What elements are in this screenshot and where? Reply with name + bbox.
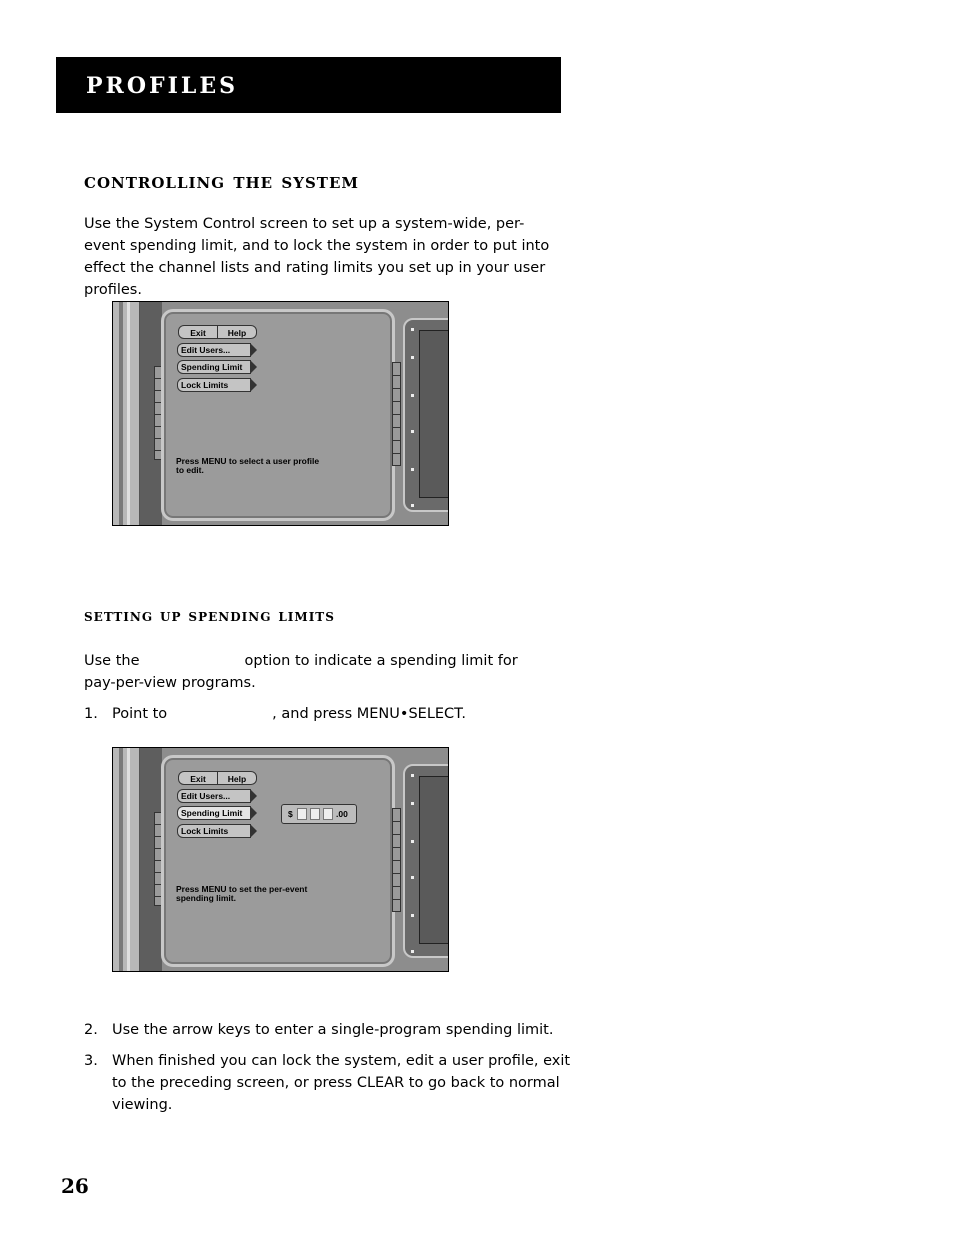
screen-left-frame — [113, 302, 140, 525]
frame-dot — [411, 914, 414, 917]
page-number: 26 — [61, 1174, 89, 1198]
frame-dot — [411, 394, 414, 397]
screen-message-line-2: to edit. — [176, 465, 204, 475]
spending-limit-field[interactable] — [281, 804, 357, 824]
spending-limit-screenshot — [112, 747, 449, 972]
intro-paragraph: Use the System Control screen to set up a system-wide, per-event spending limit, and to lock the system in order to put into effect the channel lists and rating limits you set up in your user profiles. — [84, 216, 550, 298]
menu-item-spending-limit[interactable]: Spending Limit — [177, 806, 251, 820]
spending-para-part-2: option to indicate a spending limit for — [244, 653, 518, 669]
menu-panel — [161, 755, 395, 967]
screen-right-frame — [403, 318, 449, 512]
help-button[interactable]: Help — [217, 325, 257, 339]
menu-item-lock-limits[interactable]: Lock Limits — [177, 824, 251, 838]
frame-dot — [411, 504, 414, 507]
step-2-number: 2. — [84, 1022, 98, 1038]
menu-item-lock-limits[interactable]: Lock Limits — [177, 378, 251, 392]
spending-para-part-1: Use the — [84, 653, 140, 669]
exit-button[interactable]: Exit — [178, 771, 218, 785]
frame-dot — [411, 950, 414, 953]
screen-message — [176, 457, 366, 475]
heading-spending-limits: setting up spending limits — [84, 606, 335, 626]
screen-right-tabs — [392, 362, 401, 466]
spending-paragraph — [84, 650, 564, 694]
digit-box-3[interactable] — [323, 808, 333, 820]
frame-dot — [411, 840, 414, 843]
screen-message-line-2: spending limit. — [176, 893, 236, 903]
menu-panel — [161, 309, 395, 521]
screen-right-window — [419, 330, 449, 498]
frame-dot — [411, 802, 414, 805]
currency-symbol: $ — [288, 809, 293, 819]
screen-right-window — [419, 776, 449, 944]
frame-dot — [411, 430, 414, 433]
page-title: profiles — [86, 65, 239, 101]
frame-dot — [411, 356, 414, 359]
screen-right-frame — [403, 764, 449, 958]
menu-item-edit-users[interactable]: Edit Users... — [177, 343, 251, 357]
step-3-number: 3. — [84, 1053, 98, 1069]
frame-dot — [411, 468, 414, 471]
system-control-screenshot — [112, 301, 449, 526]
spending-para-part-3: pay-per-view programs. — [84, 675, 256, 691]
section-banner — [56, 57, 561, 113]
frame-dot — [411, 774, 414, 777]
help-button[interactable]: Help — [217, 771, 257, 785]
exit-button[interactable]: Exit — [178, 325, 218, 339]
frame-dot — [411, 876, 414, 879]
heading-controlling-system: controlling the system — [84, 168, 360, 193]
step-3-text: When finished you can lock the system, edit a user profile, exit to the preceding screen, or press CLEAR to go back to normal viewing. — [112, 1053, 571, 1113]
menu-item-edit-users[interactable]: Edit Users... — [177, 789, 251, 803]
cents-suffix: .00 — [336, 809, 348, 819]
digit-box-1[interactable] — [297, 808, 307, 820]
step-1-part-1: Point to — [112, 706, 168, 722]
frame-dot — [411, 328, 414, 331]
screen-right-tabs — [392, 808, 401, 912]
step-1-part-2: , and press MENU•SELECT. — [272, 706, 466, 722]
screen-message-line-1: Press MENU to select a user profile — [176, 456, 320, 466]
screen-message-line-1: Press MENU to set the per-event — [176, 884, 308, 894]
digit-box-2[interactable] — [310, 808, 320, 820]
step-2-text: Use the arrow keys to enter a single-program spending limit. — [112, 1022, 554, 1038]
screen-left-frame — [113, 748, 140, 971]
screen-message — [176, 885, 366, 903]
menu-item-spending-limit[interactable]: Spending Limit — [177, 360, 251, 374]
step-1-text — [112, 703, 572, 725]
step-1-number: 1. — [84, 706, 98, 722]
